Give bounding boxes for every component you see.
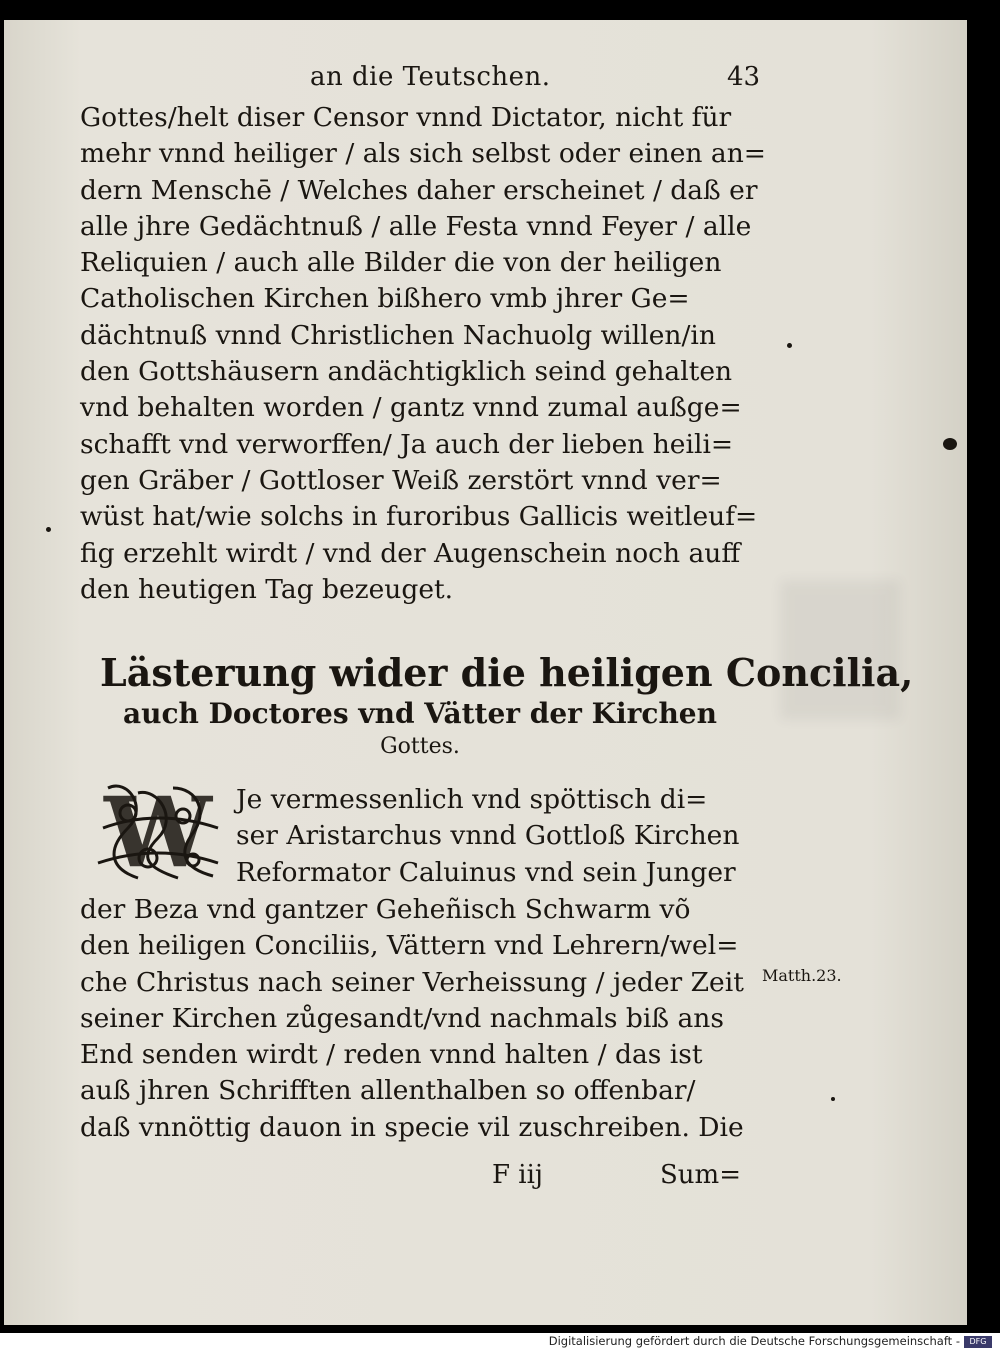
- text-line: Gottes/helt diser Censor vnnd Dictator, nicht für: [80, 102, 732, 133]
- text-line: alle jhre Gedächtnuß / alle Festa vnnd Feyer / alle: [80, 210, 752, 242]
- text-line: Reformator Caluinus vnd sein Junger: [236, 856, 736, 888]
- ink-speck: [46, 527, 51, 532]
- ornament-icon: [88, 768, 228, 900]
- text-line: Je vermessenlich vnd spöttisch di=: [236, 784, 708, 815]
- text-line: den heiligen Conciliis, Vättern vnd Lehrern/wel=: [80, 930, 739, 962]
- body-paragraph: [80, 100, 765, 608]
- ink-speck: [787, 343, 792, 348]
- paragraph-body: [80, 892, 765, 1146]
- text-line: Catholischen Kirchen bißhero vmb jhrer Ge=: [80, 283, 690, 315]
- text-line: den Gottshäusern andächtigklich seind gehalten: [80, 356, 733, 388]
- text-line: gen Gräber / Gottloser Weiß zerstört vnnd ver=: [80, 464, 722, 496]
- heading-line-1: Lästerung wider die heiligen Concilia,: [100, 650, 914, 695]
- text-line: wüst hat/wie solchs in furoribus Gallicis weitleuf=: [80, 501, 758, 533]
- section-heading: [100, 650, 914, 762]
- text-line: der Beza vnd gantzer Geheñisch Schwarm võ: [80, 894, 691, 925]
- text-line: End senden wirdt / reden vnnd halten / das ist: [80, 1039, 703, 1071]
- ink-speck: [831, 1097, 835, 1101]
- text-line: dern Menschē / Welches daher erscheinet / daß er: [80, 174, 758, 206]
- text-line: vnd behalten worden / gantz vnnd zumal außge=: [80, 392, 742, 424]
- dfg-logo: DFG: [964, 1336, 992, 1348]
- text-line: fig erzehlt wirdt / vnd der Augenschein noch auff: [80, 537, 741, 569]
- text-line: Reliquien / auch alle Bilder die von der heiligen: [80, 247, 722, 279]
- text-line: che Christus nach seiner Verheissung / jeder Zeit: [80, 966, 744, 998]
- paragraph-opening: [236, 782, 766, 891]
- signature-mark: F iij: [492, 1160, 543, 1190]
- heading-line-2: auch Doctores vnd Vätter der Kirchen: [123, 697, 717, 730]
- ink-speck: [943, 438, 957, 450]
- text-line: ser Aristarchus vnnd Gottloß Kirchen: [236, 820, 740, 852]
- catchword: Sum=: [660, 1160, 741, 1190]
- text-line: dächtnuß vnnd Christlichen Nachuolg willen/in: [80, 319, 716, 351]
- running-head: an die Teutschen.: [310, 62, 551, 92]
- text-line: schafft vnd verworffen/ Ja auch der lieben heili=: [80, 428, 734, 460]
- text-line: mehr vnnd heiliger / als sich selbst oder einen an=: [80, 138, 766, 170]
- initial-letter: W: [104, 776, 212, 889]
- decorated-initial: [88, 768, 228, 900]
- text-line: seiner Kirchen zůgesandt/vnd nachmals biß ans: [80, 1002, 724, 1034]
- page-number: 43: [727, 62, 761, 92]
- funding-credit: Digitalisierung gefördert durch die Deutsche Forschungsgemeinschaft -: [548, 1334, 960, 1348]
- text-line: daß vnnöttig dauon in specie vil zuschreiben. Die: [80, 1111, 744, 1143]
- text-line: den heutigen Tag bezeuget.: [80, 573, 454, 605]
- heading-line-3: Gottes.: [380, 734, 460, 759]
- margin-note: Matth.23.: [762, 966, 842, 985]
- text-line: auß jhren Schrifften allenthalben so offenbar/: [80, 1075, 696, 1107]
